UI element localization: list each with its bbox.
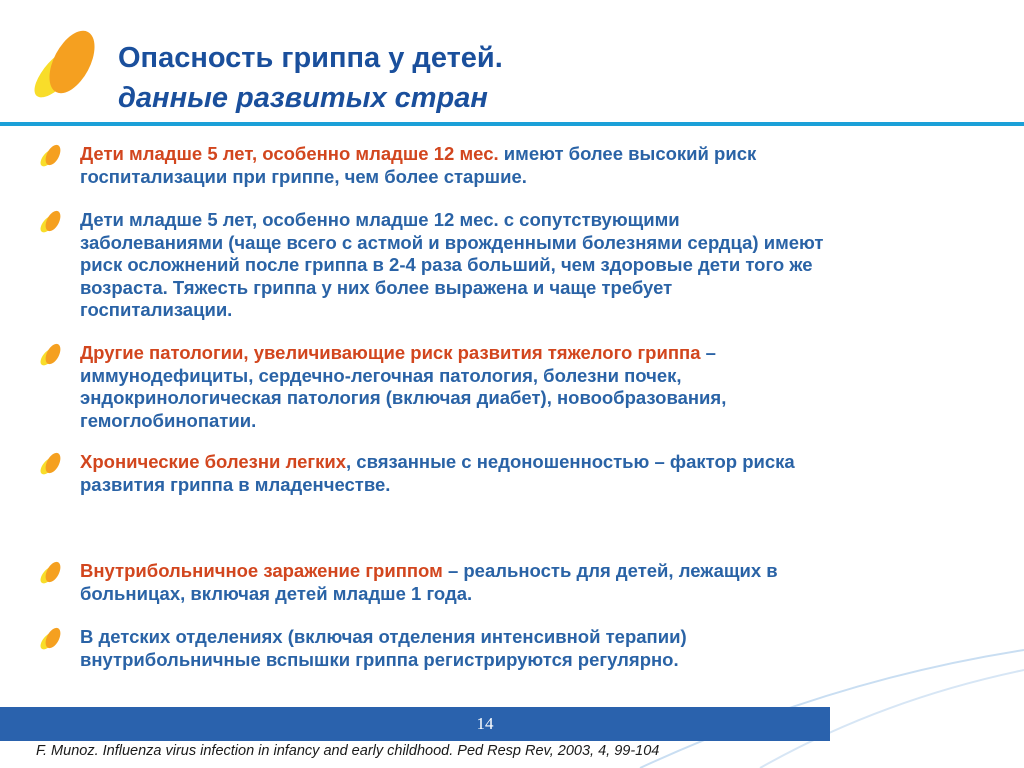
bullet-text [80, 560, 1010, 605]
bullet-text-line: госпитализации при гриппе, чем более старшие. [80, 165, 527, 187]
bullet-text [80, 342, 1010, 432]
bullet-text-line: риск осложнений после гриппа в 2-4 раза больший, чем здоровые дети того же [80, 254, 813, 275]
page-number: 14 [476, 714, 494, 733]
bullet-text-line: эндокринологическая патология (включая диабет), новообразования, [80, 387, 727, 408]
bullet-text-line: развития гриппа в младенчестве. [80, 473, 391, 495]
bullet-text-line: госпитализации. [80, 299, 233, 320]
bullet-text-line: внутрибольничные вспышки гриппа регистрируются регулярно. [80, 648, 679, 670]
bullet-text-rest: – реальность для детей, лежащих в [442, 560, 778, 581]
title-line-1: Опасность гриппа у детей. [118, 42, 503, 74]
logo-icon [24, 14, 104, 104]
bullet-icon [38, 209, 64, 235]
bullet-text-line: Дети младше 5 лет, особенно младше 12 мес. с сопутствующими [80, 209, 680, 230]
bullet-text-rest: имеют более высокий риск [498, 143, 757, 164]
slide-title [118, 38, 503, 118]
bullet-highlight: Дети младше 5 лет, особенно младше 12 мес. [80, 143, 499, 164]
bullet-text-line: заболеваниями (чаще всего с астмой и врожденными болезнями сердца) имеют [80, 231, 824, 253]
bullet-icon [38, 560, 64, 586]
bullet-text [80, 451, 1010, 496]
bullet-text-line: В детских отделениях (включая отделения интенсивной терапии) [80, 626, 687, 647]
bullet-text [80, 143, 1010, 188]
bullet-text [80, 209, 1010, 322]
bullet-icon [38, 342, 64, 368]
title-line-2: данные развитых стран [118, 82, 488, 114]
bullet-text-line: гемоглобинопатии. [80, 409, 257, 431]
citation: F. Munoz. Influenza virus infection in infancy and early childhood. Ped Resp Rev, 2003, 4, 99-104 [36, 743, 660, 759]
bullet-highlight: Другие патологии, увеличивающие риск развития тяжелого гриппа [80, 342, 701, 363]
bullet-highlight: Хронические болезни легких [80, 451, 346, 472]
bullet-text-line: иммунодефициты, сердечно-легочная патология, болезни почек, [80, 364, 682, 386]
bullet-icon [38, 143, 64, 169]
bullet-text-rest: , связанные с недоношенностью – фактор риска [346, 451, 795, 472]
bullet-text-line: возраста. Тяжесть гриппа у них более выражена и чаще требует [80, 276, 673, 298]
bullet-text-line: больницах, включая детей младше 1 года. [80, 582, 473, 604]
bullet-icon [38, 451, 64, 477]
header-divider [0, 122, 1024, 126]
bullet-text-rest: – [700, 342, 716, 363]
bullet-highlight: Внутрибольничное заражение гриппом [80, 560, 443, 581]
